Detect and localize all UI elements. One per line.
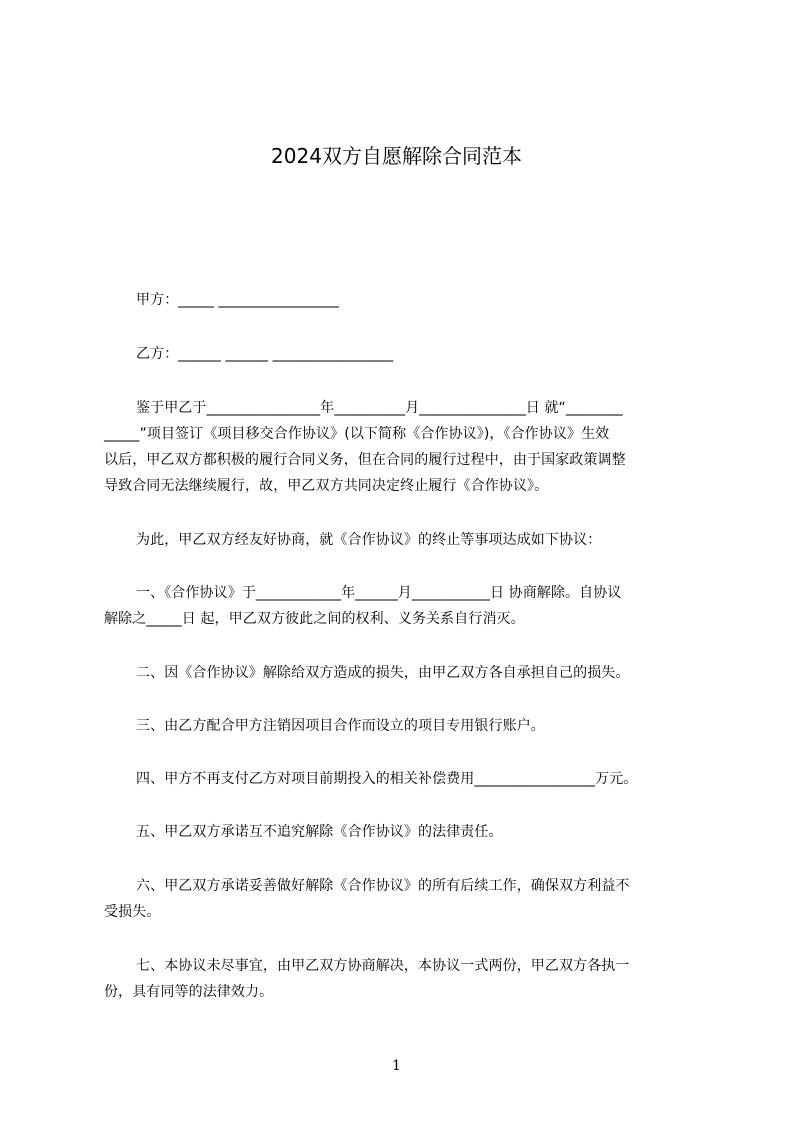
party-b-text: 乙方：______ ______ _________________ xyxy=(136,346,394,362)
clause-4 xyxy=(104,766,696,792)
page-number: 1 xyxy=(392,1058,401,1074)
preamble-line-3: 以后，甲乙双方都积极的履行合同义务，但在合同的履行过程中，由于国家政策调整 xyxy=(104,452,626,468)
preamble-line-1: 鉴于甲乙于________________年__________月_______________日 就“________ xyxy=(136,400,623,416)
clause-7-line-2: 份，具有同等的法律效力。 xyxy=(104,984,274,1000)
clause-6-line-2: 受损失。 xyxy=(104,904,161,920)
party-a-line xyxy=(104,287,696,313)
party-a-text: 甲方：_____ _________________ xyxy=(136,292,340,308)
party-b-line xyxy=(104,341,696,367)
clause-3-text: 三、由乙方配合甲方注销因项目合作而设立的项目专用银行账户。 xyxy=(136,718,545,734)
clause-1-line-1: 一、《合作协议》于____________年______月___________日 协商解除。自协议 xyxy=(136,585,622,601)
clause-2 xyxy=(104,660,696,686)
clause-3 xyxy=(104,713,696,739)
intro-text: 为此，甲乙双方经友好协商，就《合作协议》的终止等事项达成如下协议： xyxy=(136,532,602,548)
preamble-line-2: _____”项目签订《项目移交合作协议》(以下简称《合作协议》)，《合作协议》生效 xyxy=(104,426,610,442)
clause-7 xyxy=(104,953,696,1005)
clause-5-text: 五、甲乙双方承诺互不追究解除《合作协议》的法律责任。 xyxy=(136,824,503,840)
clause-6 xyxy=(104,873,696,925)
clause-7-line-1: 七、本协议未尽事宜，由甲乙双方协商解决，本协议一式两份，甲乙双方各执一 xyxy=(136,958,630,974)
clause-1 xyxy=(104,580,696,632)
clause-6-line-1: 六、甲乙双方承诺妥善做好解除《合作协议》的所有后续工作，确保双方利益不 xyxy=(136,878,630,894)
clause-5 xyxy=(104,819,696,845)
clause-2-text: 二、因《合作协议》解除给双方造成的损失，由甲乙双方各自承担自己的损失。 xyxy=(136,665,630,681)
intro-paragraph xyxy=(104,527,696,553)
clause-4-text: 四、甲方不再支付乙方对项目前期投入的相关补偿费用_________________万元。 xyxy=(136,771,638,787)
document-title: 2024双方自愿解除合同范本 xyxy=(271,144,522,168)
preamble-paragraph xyxy=(104,395,696,499)
clause-1-line-2: 解除之_____日 起，甲乙双方彼此之间的权利、义务关系自行消灭。 xyxy=(104,611,525,627)
preamble-line-4: 导致合同无法继续履行，故，甲乙双方共同决定终止履行《合作协议》。 xyxy=(104,478,549,494)
